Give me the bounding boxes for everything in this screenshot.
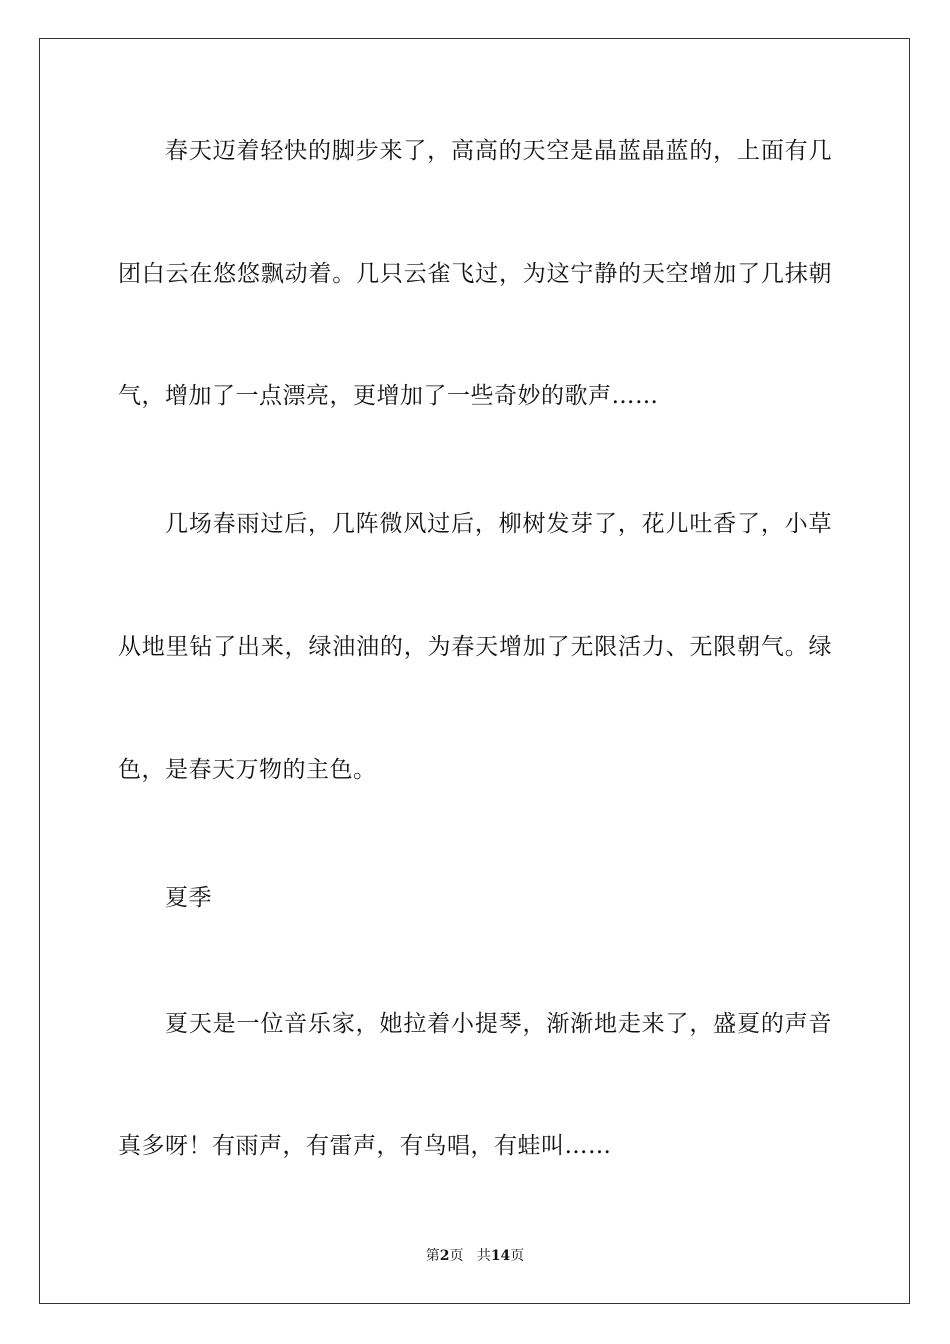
paragraph-1-line-3: 气，增加了一点漂亮，更增加了一些奇妙的歌声…… <box>118 383 659 409</box>
paragraph-1-line-2: 团白云在悠悠飘动着。几只云雀飞过，为这宁静的天空增加了几抹朝 <box>118 261 832 287</box>
footer-total-prefix: 共 <box>476 1248 491 1264</box>
paragraph-2-line-1: 几场春雨过后，几阵微风过后，柳树发芽了，花儿吐香了，小草 <box>165 511 832 537</box>
paragraph-2-line-2: 从地里钻了出来，绿油油的，为春天增加了无限活力、无限朝气。绿 <box>118 634 832 660</box>
footer-prefix: 第 <box>425 1248 440 1264</box>
footer-total-suffix: 页 <box>510 1248 525 1264</box>
footer-page-suffix: 页 <box>449 1248 464 1264</box>
page-frame <box>39 38 910 1304</box>
section-heading-summer: 夏季 <box>165 885 212 911</box>
page-footer <box>0 1246 950 1266</box>
paragraph-3-line-1: 夏天是一位音乐家，她拉着小提琴，渐渐地走来了，盛夏的声音 <box>165 1011 832 1037</box>
paragraph-2-line-3: 色，是春天万物的主色。 <box>118 757 377 783</box>
paragraph-1-line-1: 春天迈着轻快的脚步来了，高高的天空是晶蓝晶蓝的，上面有几 <box>165 138 832 164</box>
footer-current-page: 2 <box>439 1248 450 1264</box>
paragraph-3-line-2: 真多呀！有雨声，有雷声，有鸟唱，有蛙叫…… <box>118 1133 612 1159</box>
footer-total-pages: 14 <box>490 1248 511 1264</box>
